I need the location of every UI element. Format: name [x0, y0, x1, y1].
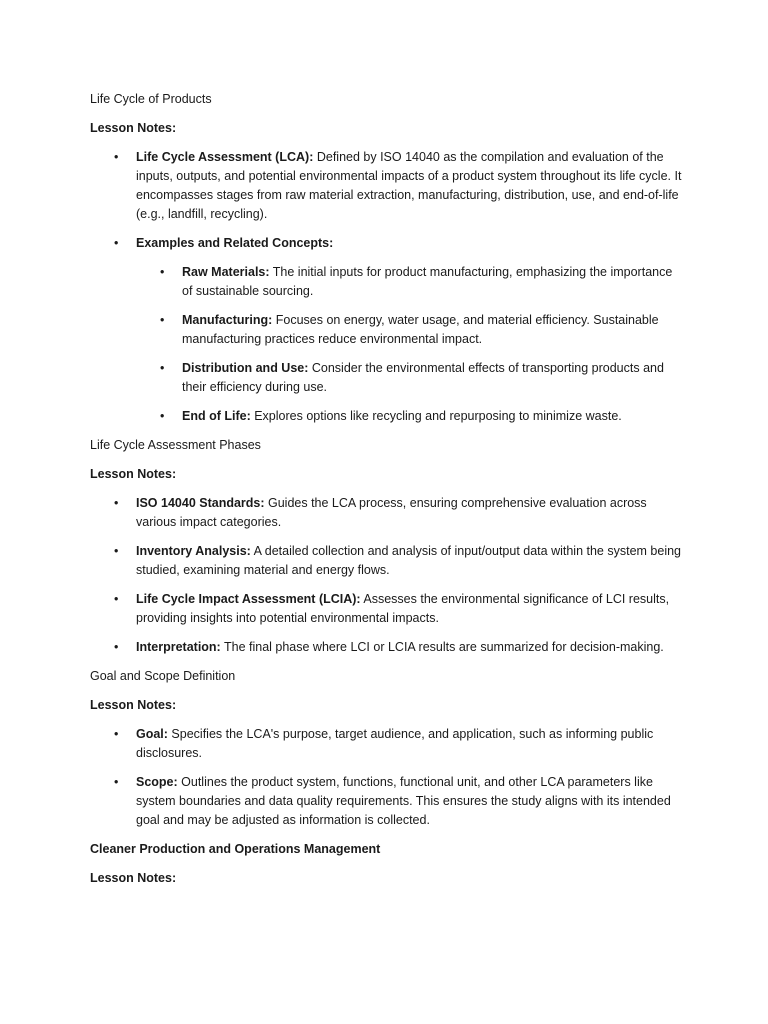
item-term: Life Cycle Assessment (LCA):: [136, 150, 314, 164]
item-text: A detailed collection and analysis of input/output data within the system being studied, examining material and energy flows.: [136, 544, 681, 577]
bullet-icon: •: [114, 775, 119, 789]
list-item: [136, 359, 684, 397]
item-text: Guides the LCA process, ensuring comprehensive evaluation across various impact categories.: [136, 496, 647, 529]
bullet-icon: •: [160, 313, 165, 327]
bullet-icon: •: [114, 236, 119, 250]
lesson-notes-label: Lesson Notes:: [90, 467, 177, 481]
section-heading: Life Cycle Assessment Phases: [90, 438, 261, 452]
section-life-cycle-of-products: [90, 90, 684, 426]
item-term: Life Cycle Impact Assessment (LCIA):: [136, 592, 361, 606]
bullet-icon: •: [160, 361, 165, 375]
list-item: [90, 590, 684, 628]
section-heading: Goal and Scope Definition: [90, 669, 236, 683]
item-term: Distribution and Use:: [182, 361, 309, 375]
bullet-list: [90, 148, 684, 426]
item-text: Explores options like recycling and repurposing to minimize waste.: [250, 409, 622, 423]
item-term: End of Life:: [182, 409, 251, 423]
list-item: [136, 311, 684, 349]
item-text: Assesses the environmental significance of LCI results, providing insights into potential environmental impacts.: [136, 592, 670, 625]
bullet-list: [90, 494, 684, 657]
list-item: [136, 407, 684, 426]
item-term: Scope:: [136, 775, 178, 789]
list-item: [90, 725, 684, 763]
item-text: Outlines the product system, functions, functional unit, and other LCA parameters like system boundaries and data quality requirements. This ensures the study aligns with its intended goal and may be adjusted as information is collected.: [136, 775, 671, 827]
item-term: Inventory Analysis:: [136, 544, 251, 558]
bullet-icon: •: [114, 496, 119, 510]
section-heading: Life Cycle of Products: [90, 92, 212, 106]
item-text: The initial inputs for product manufacturing, emphasizing the importance of sustainable sourcing.: [182, 265, 673, 298]
nested-bullet-list: [136, 263, 684, 426]
bullet-list: [90, 725, 684, 830]
section-cleaner-production: [90, 840, 684, 888]
lesson-notes-label: Lesson Notes:: [90, 871, 177, 885]
item-text: Specifies the LCA's purpose, target audience, and application, such as informing public disclosures.: [136, 727, 654, 760]
bullet-icon: •: [114, 640, 119, 654]
list-item: [136, 263, 684, 301]
bullet-icon: •: [160, 265, 165, 279]
lesson-notes-label: Lesson Notes:: [90, 698, 177, 712]
bullet-icon: •: [114, 150, 119, 164]
item-term: Manufacturing:: [182, 313, 273, 327]
list-item: [90, 148, 684, 224]
item-term: Examples and Related Concepts:: [136, 236, 334, 250]
item-term: Raw Materials:: [182, 265, 270, 279]
bullet-icon: •: [114, 727, 119, 741]
item-term: Goal:: [136, 727, 168, 741]
section-goal-and-scope: [90, 667, 684, 830]
list-item: [90, 494, 684, 532]
item-term: Interpretation:: [136, 640, 221, 654]
section-heading: Cleaner Production and Operations Management: [90, 842, 381, 856]
item-text: Focuses on energy, water usage, and material efficiency. Sustainable manufacturing practices reduce environmental impact.: [182, 313, 659, 346]
list-item: [90, 638, 684, 657]
bullet-icon: •: [114, 592, 119, 606]
bullet-icon: •: [114, 544, 119, 558]
list-item: [90, 234, 684, 426]
bullet-icon: •: [160, 409, 165, 423]
item-text: Defined by ISO 14040 as the compilation and evaluation of the inputs, outputs, and potential environmental impacts of a product system throughout its life cycle. It encompasses stages from raw material extraction, manufacturing, distribution, use, and end-of-life (e.g., landfill, recycling).: [136, 150, 682, 221]
list-item: [90, 773, 684, 830]
list-item: [90, 542, 684, 580]
section-lca-phases: [90, 436, 684, 657]
item-text: The final phase where LCI or LCIA results are summarized for decision-making.: [220, 640, 664, 654]
item-text: Consider the environmental effects of transporting products and their efficiency during use.: [182, 361, 664, 394]
item-term: ISO 14040 Standards:: [136, 496, 265, 510]
lesson-notes-label: Lesson Notes:: [90, 121, 177, 135]
